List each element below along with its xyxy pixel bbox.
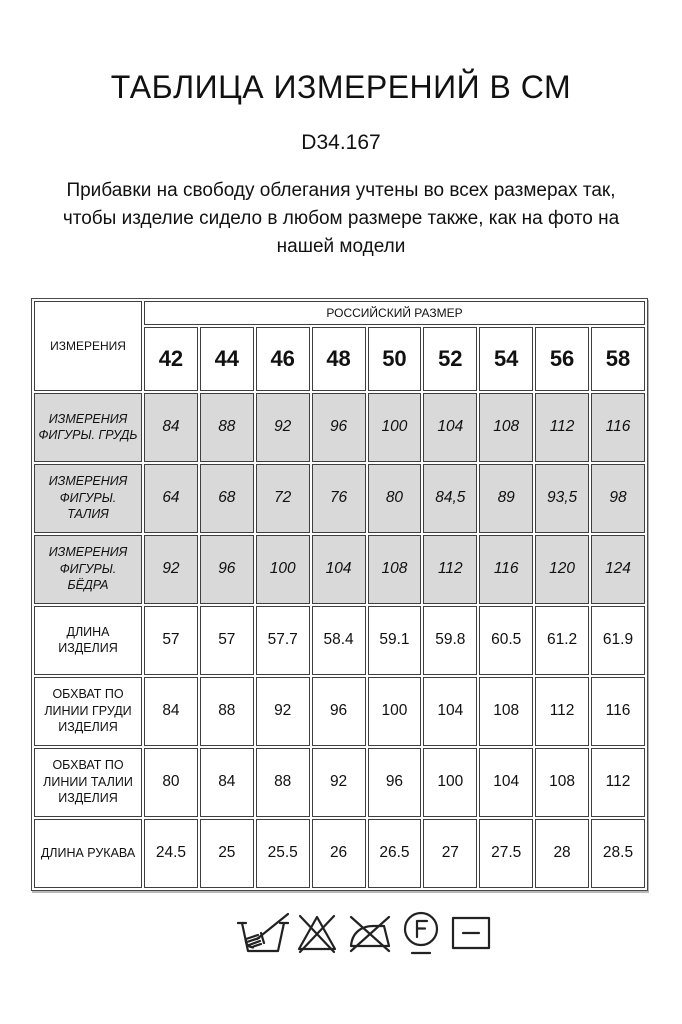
size-group-header: РОССИЙСКИЙ РАЗМЕР — [144, 301, 645, 325]
value-cell: 80 — [368, 464, 422, 533]
value-cell: 58.4 — [312, 606, 366, 675]
value-cell: 92 — [144, 535, 198, 604]
value-cell: 57.7 — [256, 606, 310, 675]
value-cell: 57 — [144, 606, 198, 675]
value-cell: 124 — [591, 535, 645, 604]
value-cell: 64 — [144, 464, 198, 533]
value-cell: 25 — [200, 819, 254, 888]
group-header-row — [34, 301, 645, 325]
value-cell: 88 — [256, 748, 310, 817]
value-cell: 100 — [256, 535, 310, 604]
value-cell: 104 — [423, 677, 477, 746]
value-cell: 76 — [312, 464, 366, 533]
value-cell: 88 — [200, 677, 254, 746]
value-cell: 84 — [144, 393, 198, 462]
value-cell: 98 — [591, 464, 645, 533]
size-header: 46 — [256, 327, 310, 391]
value-cell: 59.1 — [368, 606, 422, 675]
do-not-bleach-icon — [295, 910, 339, 954]
row-label: ИЗМЕРЕНИЯ ФИГУРЫ. БЁДРА — [34, 535, 142, 604]
product-code: D34.167 — [301, 131, 381, 155]
size-header: 50 — [368, 327, 422, 391]
hand-wash-icon — [237, 910, 289, 954]
value-cell: 59.8 — [423, 606, 477, 675]
size-header: 44 — [200, 327, 254, 391]
value-cell: 92 — [256, 677, 310, 746]
corner-header: ИЗМЕРЕНИЯ — [34, 301, 142, 391]
value-cell: 80 — [144, 748, 198, 817]
value-cell: 27.5 — [479, 819, 533, 888]
table-row — [34, 819, 645, 888]
value-cell: 61.2 — [535, 606, 589, 675]
value-cell: 112 — [423, 535, 477, 604]
value-cell: 26.5 — [368, 819, 422, 888]
value-cell: 84 — [200, 748, 254, 817]
size-header: 42 — [144, 327, 198, 391]
value-cell: 104 — [312, 535, 366, 604]
value-cell: 84,5 — [423, 464, 477, 533]
page-title: ТАБЛИЦА ИЗМЕРЕНИЙ В СМ — [110, 69, 572, 105]
table-row — [34, 535, 645, 604]
value-cell: 96 — [200, 535, 254, 604]
value-cell: 28 — [535, 819, 589, 888]
do-not-iron-icon — [345, 910, 393, 954]
value-cell: 27 — [423, 819, 477, 888]
value-cell: 112 — [591, 748, 645, 817]
row-label: ОБХВАТ ПО ЛИНИИ ТАЛИИ ИЗДЕЛИЯ — [34, 748, 142, 817]
size-header: 58 — [591, 327, 645, 391]
value-cell: 116 — [591, 393, 645, 462]
value-cell: 92 — [312, 748, 366, 817]
value-cell: 104 — [479, 748, 533, 817]
size-header: 48 — [312, 327, 366, 391]
table-row — [34, 393, 645, 462]
value-cell: 112 — [535, 677, 589, 746]
value-cell: 60.5 — [479, 606, 533, 675]
dry-flat-icon — [449, 910, 493, 954]
value-cell: 96 — [312, 393, 366, 462]
value-cell: 68 — [200, 464, 254, 533]
value-cell: 72 — [256, 464, 310, 533]
size-header: 56 — [535, 327, 589, 391]
row-label: ДЛИНА ИЗДЕЛИЯ — [34, 606, 142, 675]
value-cell: 108 — [479, 677, 533, 746]
size-header: 52 — [423, 327, 477, 391]
table-row — [34, 748, 645, 817]
value-cell: 112 — [535, 393, 589, 462]
value-cell: 108 — [479, 393, 533, 462]
value-cell: 93,5 — [535, 464, 589, 533]
row-label: ИЗМЕРЕНИЯ ФИГУРЫ. ТАЛИЯ — [34, 464, 142, 533]
table-row — [34, 464, 645, 533]
row-label: ОБХВАТ ПО ЛИНИИ ГРУДИ ИЗДЕЛИЯ — [34, 677, 142, 746]
value-cell: 100 — [368, 677, 422, 746]
value-cell: 84 — [144, 677, 198, 746]
row-label: ДЛИНА РУКАВА — [34, 819, 142, 888]
value-cell: 96 — [312, 677, 366, 746]
value-cell: 24.5 — [144, 819, 198, 888]
value-cell: 108 — [368, 535, 422, 604]
value-cell: 120 — [535, 535, 589, 604]
table-body — [34, 393, 645, 888]
value-cell: 28.5 — [591, 819, 645, 888]
fit-note: Прибавки на свободу облегания учтены во всех размерах так, чтобы изделие сидело в любом размере также, как на фото на нашей модели — [62, 180, 620, 258]
value-cell: 96 — [368, 748, 422, 817]
value-cell: 57 — [200, 606, 254, 675]
value-cell: 116 — [591, 677, 645, 746]
value-cell: 26 — [312, 819, 366, 888]
value-cell: 100 — [368, 393, 422, 462]
size-table — [31, 298, 648, 891]
value-cell: 104 — [423, 393, 477, 462]
value-cell: 88 — [200, 393, 254, 462]
value-cell: 116 — [479, 535, 533, 604]
value-cell: 108 — [535, 748, 589, 817]
dry-clean-f-gentle-icon — [399, 908, 443, 956]
table-row — [34, 606, 645, 675]
value-cell: 100 — [423, 748, 477, 817]
table-row — [34, 677, 645, 746]
value-cell: 61.9 — [591, 606, 645, 675]
size-header: 54 — [479, 327, 533, 391]
value-cell: 89 — [479, 464, 533, 533]
value-cell: 25.5 — [256, 819, 310, 888]
value-cell: 92 — [256, 393, 310, 462]
care-symbols-row — [24, 908, 682, 956]
row-label: ИЗМЕРЕНИЯ ФИГУРЫ. ГРУДЬ — [34, 393, 142, 462]
